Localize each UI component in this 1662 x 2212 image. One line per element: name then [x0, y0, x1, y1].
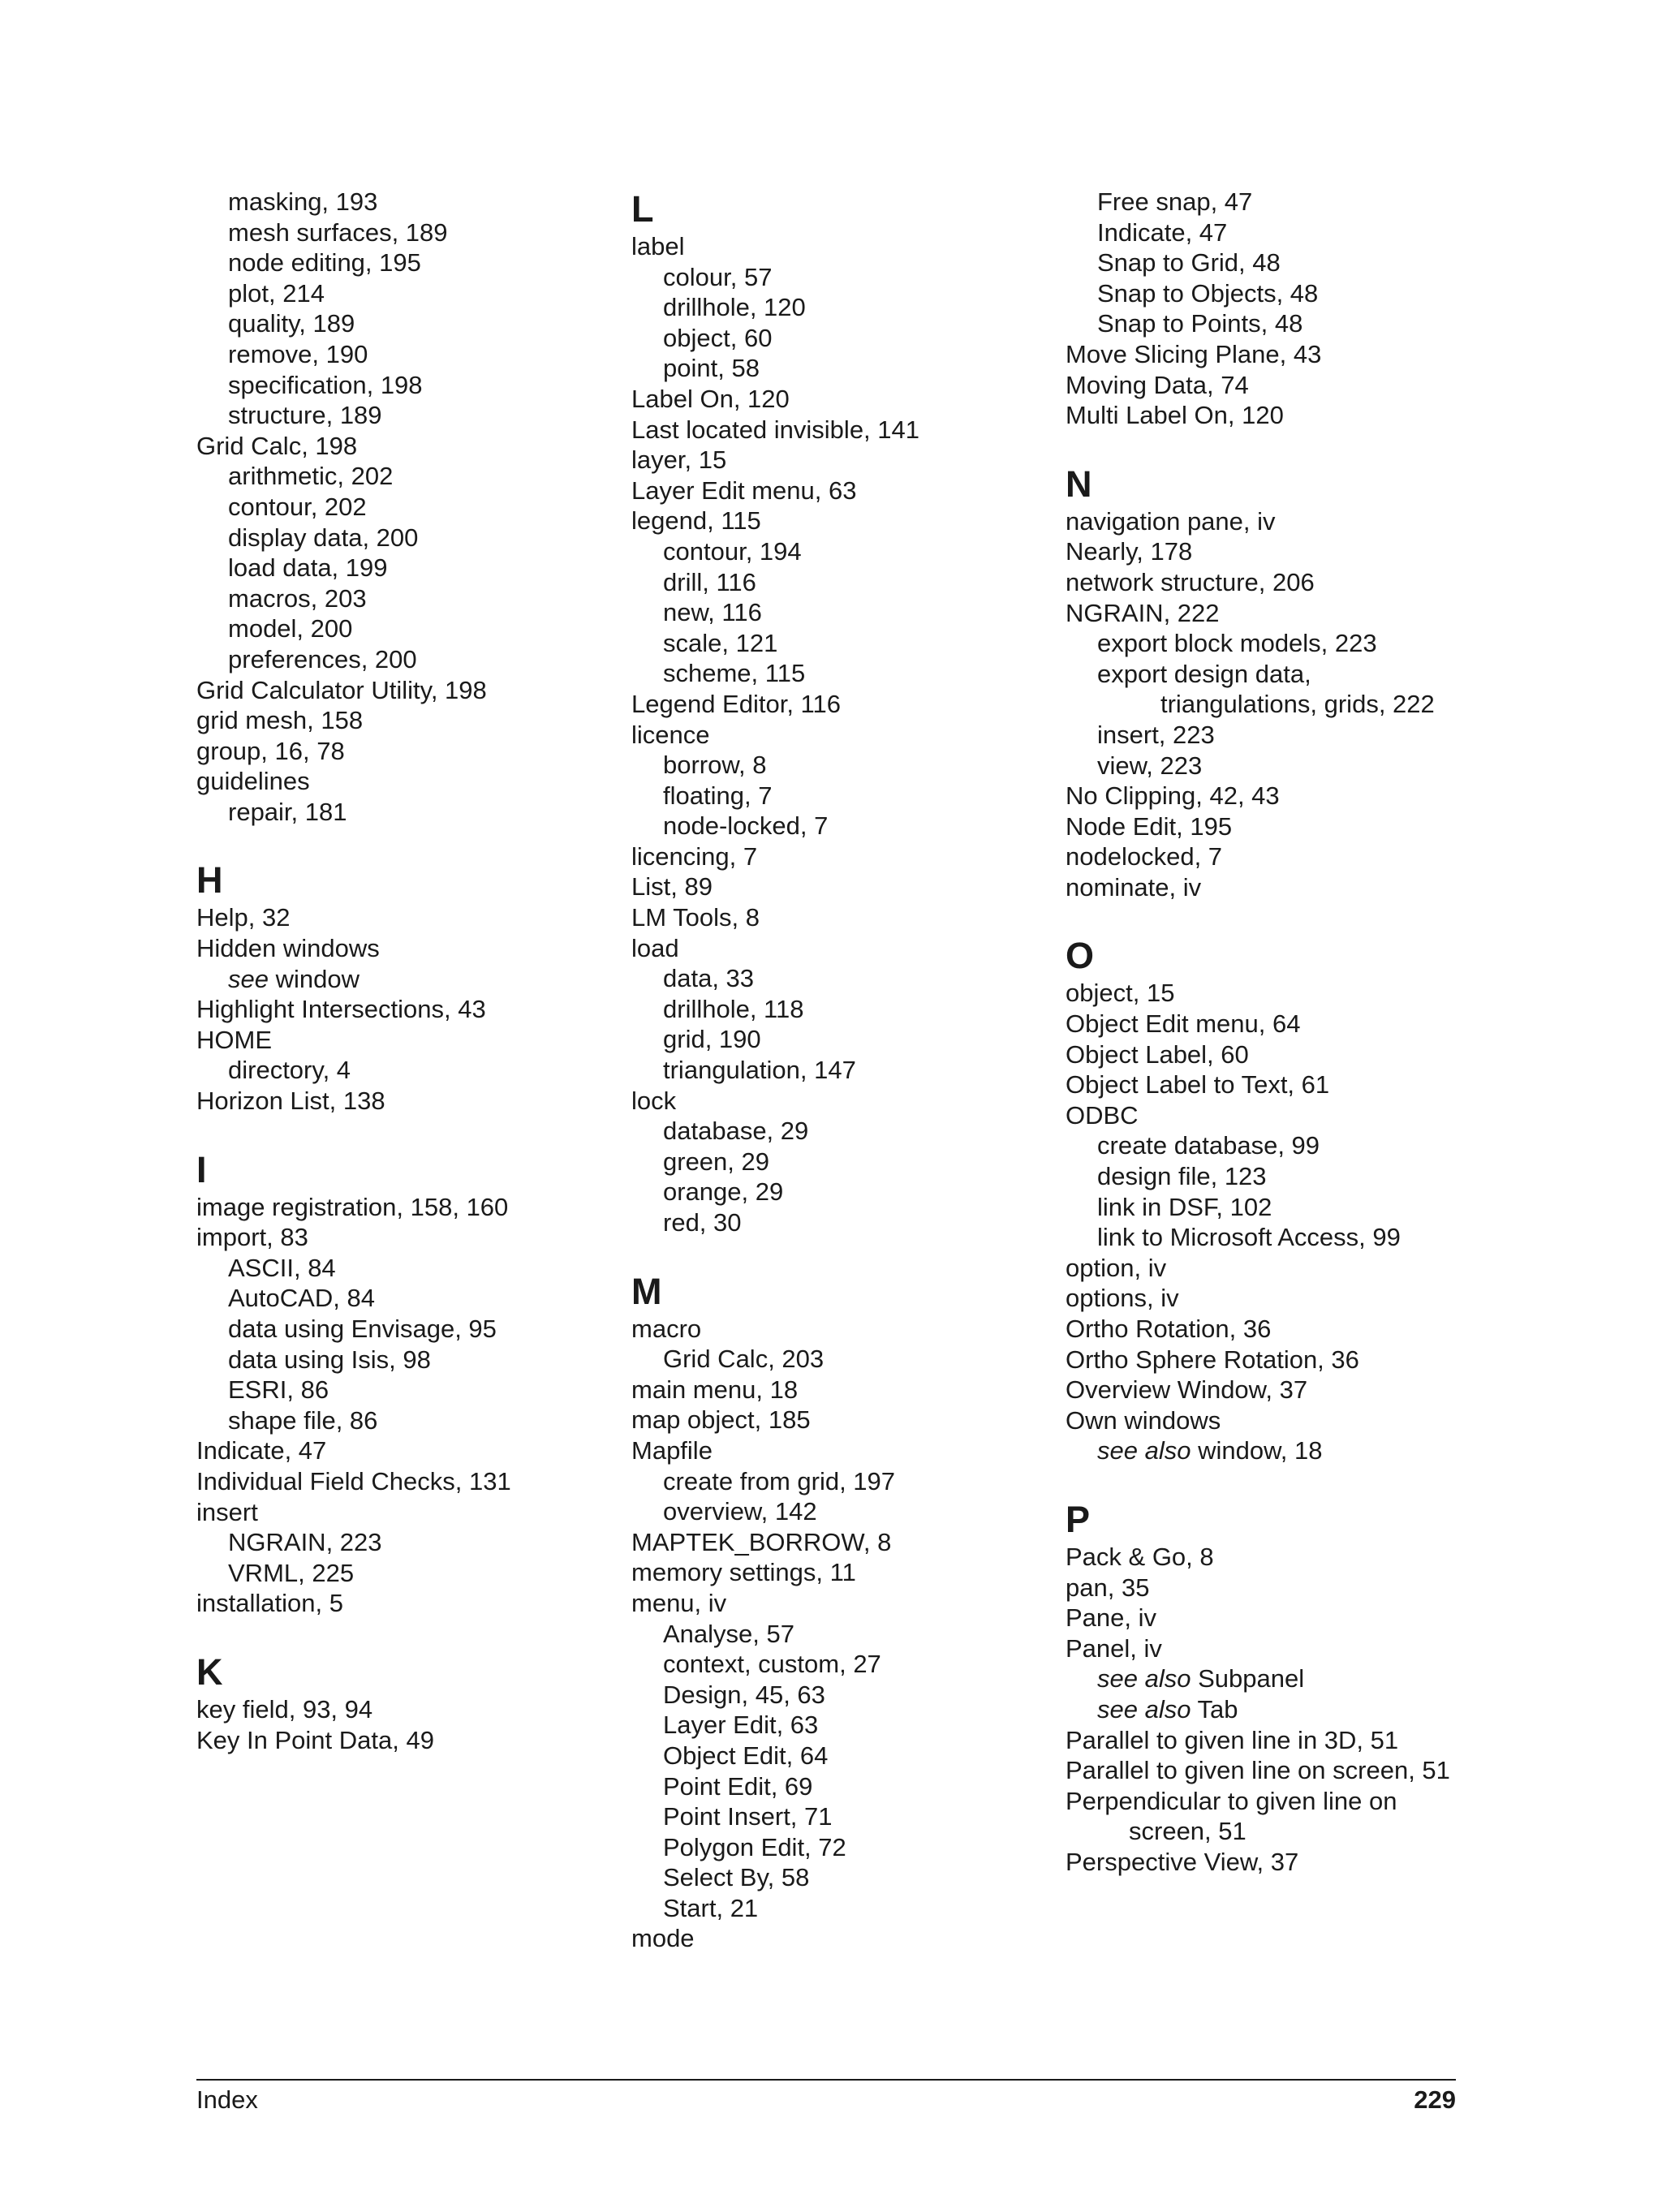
index-entry: Ortho Rotation, 36	[1066, 1315, 1272, 1343]
see-reference-target: Subpanel	[1191, 1664, 1305, 1693]
index-entry: Start, 21	[663, 1893, 759, 1922]
index-entry: insert	[196, 1497, 258, 1526]
index-entry: Object Edit, 64	[663, 1741, 829, 1770]
index-entry: image registration, 158, 160	[196, 1192, 509, 1221]
index-entry: navigation pane, iv	[1066, 506, 1276, 536]
index-entry: display data, 200	[228, 523, 419, 552]
index-entry: Individual Field Checks, 131	[196, 1466, 511, 1495]
index-entry: Nearly, 178	[1066, 537, 1193, 566]
index-entry: ODBC	[1066, 1100, 1139, 1130]
index-entry: MAPTEK_BORROW, 8	[631, 1527, 892, 1556]
index-entry: Help, 32	[196, 903, 291, 932]
see-reference-target: Tab	[1191, 1694, 1238, 1724]
index-entry: node-locked, 7	[663, 811, 829, 841]
index-entry: group, 16, 78	[196, 736, 345, 765]
index-entry: Design, 45, 63	[663, 1680, 825, 1709]
index-entry: map object, 185	[631, 1405, 811, 1435]
index-entry: Grid Calc, 198	[196, 431, 358, 460]
index-entry: object, 60	[663, 323, 773, 352]
index-entry	[1066, 1663, 1504, 1694]
index-entry: export design data,	[1097, 659, 1311, 688]
index-entry: nodelocked, 7	[1066, 842, 1223, 871]
index-entry: Own windows	[1066, 1405, 1221, 1435]
index-entry: data, 33	[663, 964, 755, 993]
index-entry: Hidden windows	[196, 934, 380, 963]
footer-section-label: Index	[196, 2085, 258, 2114]
footer-rule	[196, 2079, 1456, 2081]
index-letter-heading: I	[196, 1148, 207, 1190]
index-entry: Last located invisible, 141	[631, 415, 920, 444]
index-entry: contour, 194	[663, 536, 802, 566]
index-entry: import, 83	[196, 1223, 308, 1252]
index-entry: Grid Calculator Utility, 198	[196, 675, 487, 704]
index-entry: mesh surfaces, 189	[228, 217, 448, 247]
index-entry: borrow, 8	[663, 751, 767, 780]
index-entry: Point Insert, 71	[663, 1802, 833, 1831]
index-entry: colour, 57	[663, 262, 773, 291]
index-entry: preferences, 200	[228, 644, 417, 673]
index-entry: quality, 189	[228, 309, 355, 338]
index-entry: ESRI, 86	[228, 1375, 329, 1405]
index-entry: drillhole, 118	[663, 994, 804, 1023]
index-entry: view, 223	[1097, 751, 1203, 780]
index-entry: Overview Window, 37	[1066, 1375, 1308, 1405]
index-entry: label	[631, 232, 685, 260]
index-entry: pan, 35	[1066, 1573, 1150, 1602]
index-entry: option, iv	[1066, 1253, 1167, 1282]
index-entry: licence	[631, 720, 710, 749]
see-reference-target: window	[268, 964, 360, 993]
index-entry: Pane, iv	[1066, 1603, 1157, 1633]
index-entry: NGRAIN, 223	[228, 1528, 382, 1557]
index-entry: context, custom, 27	[663, 1650, 881, 1679]
index-entry: floating, 7	[663, 781, 773, 810]
index-entry: Label On, 120	[631, 384, 790, 413]
index-entry: ASCII, 84	[228, 1253, 336, 1282]
see-reference-label: see also	[1097, 1694, 1191, 1724]
index-entry: installation, 5	[196, 1589, 343, 1618]
index-entry: AutoCAD, 84	[228, 1284, 375, 1313]
index-entry: Indicate, 47	[196, 1436, 327, 1465]
index-entry	[1066, 1435, 1504, 1466]
index-entry: main menu, 18	[631, 1375, 799, 1404]
index-entry: menu, iv	[631, 1588, 727, 1617]
index-entry: Pack & Go, 8	[1066, 1542, 1214, 1571]
index-entry: create database, 99	[1097, 1131, 1320, 1160]
index-entry: grid mesh, 158	[196, 706, 364, 735]
index-entry: load	[631, 933, 679, 962]
index-entry: licencing, 7	[631, 841, 758, 871]
index-column-1	[196, 187, 635, 1755]
index-entry: Key In Point Data, 49	[196, 1725, 434, 1754]
index-entry: green, 29	[663, 1147, 769, 1176]
index-entry: arithmetic, 202	[228, 462, 394, 491]
index-entry: memory settings, 11	[631, 1558, 856, 1587]
index-entry: directory, 4	[228, 1056, 351, 1085]
index-entry: drill, 116	[663, 567, 756, 596]
index-entry: Indicate, 47	[1097, 217, 1228, 247]
index-column-3	[1066, 187, 1504, 1878]
see-reference-label: see also	[1097, 1664, 1191, 1693]
index-entry: export block models, 223	[1097, 629, 1377, 658]
index-entry: link in DSF, 102	[1097, 1192, 1272, 1221]
index-entry: Parallel to given line on screen, 51	[1066, 1756, 1450, 1785]
index-entry: List, 89	[631, 872, 713, 902]
see-reference-target: window, 18	[1191, 1436, 1323, 1465]
index-entry: object, 15	[1066, 979, 1175, 1008]
index-entry: Polygon Edit, 72	[663, 1832, 846, 1861]
index-entry: shape file, 86	[228, 1405, 378, 1435]
index-entry: Perspective View, 37	[1066, 1847, 1299, 1876]
index-entry: Moving Data, 74	[1066, 370, 1249, 399]
index-entry: data using Isis, 98	[228, 1345, 431, 1374]
index-entry: point, 58	[663, 354, 760, 383]
index-entry: Snap to Grid, 48	[1097, 248, 1281, 278]
index-entry: key field, 93, 94	[196, 1694, 373, 1724]
index-entry: lock	[631, 1086, 677, 1115]
index-entry: LM Tools, 8	[631, 903, 760, 932]
index-letter-heading: O	[1066, 935, 1095, 977]
index-entry: network structure, 206	[1066, 567, 1315, 596]
index-entry: Perpendicular to given line on	[1066, 1786, 1397, 1815]
index-entry: repair, 181	[228, 797, 347, 826]
index-entry: Point Edit, 69	[663, 1771, 813, 1801]
index-entry: specification, 198	[228, 370, 423, 399]
index-entry: Mapfile	[631, 1435, 713, 1465]
index-column-2	[631, 187, 1070, 1954]
index-entry: contour, 202	[228, 492, 367, 521]
index-entry: Highlight Intersections, 43	[196, 995, 486, 1024]
index-entry: NGRAIN, 222	[1066, 598, 1220, 627]
index-entry: insert, 223	[1097, 720, 1215, 749]
index-entry: link to Microsoft Access, 99	[1097, 1223, 1401, 1252]
index-letter-heading: H	[196, 859, 223, 902]
index-entry: design file, 123	[1097, 1162, 1267, 1191]
index-entry: Object Edit menu, 64	[1066, 1009, 1301, 1039]
index-entry: Object Label, 60	[1066, 1039, 1249, 1069]
index-entry: red, 30	[663, 1208, 742, 1237]
index-entry: VRML, 225	[228, 1558, 355, 1587]
index-entry: mode	[631, 1924, 695, 1953]
see-reference-label: see also	[1097, 1436, 1191, 1465]
index-entry: Legend Editor, 116	[631, 689, 841, 718]
index-entry: plot, 214	[228, 278, 325, 308]
index-entry: legend, 115	[631, 506, 761, 536]
index-entry: Free snap, 47	[1097, 187, 1253, 216]
index-entry	[1066, 1694, 1504, 1725]
index-entry: Snap to Objects, 48	[1097, 278, 1319, 308]
index-entry: Node Edit, 195	[1066, 811, 1233, 841]
index-entry: nominate, iv	[1066, 872, 1202, 902]
index-entry: model, 200	[228, 614, 353, 643]
index-entry: load data, 199	[228, 553, 388, 583]
index-entry: triangulation, 147	[663, 1056, 856, 1085]
index-entry: masking, 193	[228, 187, 378, 216]
index-entry: macros, 203	[228, 583, 367, 613]
index-entry: scheme, 115	[663, 659, 806, 688]
index-entry: triangulations, grids, 222	[1160, 690, 1435, 719]
index-entry: scale, 121	[663, 628, 778, 657]
index-entry: Ortho Sphere Rotation, 36	[1066, 1345, 1359, 1374]
index-entry: Analyse, 57	[663, 1619, 794, 1648]
index-entry: Horizon List, 138	[196, 1087, 385, 1116]
index-entry: screen, 51	[1129, 1817, 1246, 1846]
index-entry: database, 29	[663, 1117, 809, 1146]
index-letter-heading: M	[631, 1270, 662, 1312]
index-entry: Select By, 58	[663, 1863, 810, 1892]
index-entry: overview, 142	[663, 1497, 817, 1526]
index-entry: remove, 190	[228, 339, 368, 368]
index-entry: layer, 15	[631, 445, 727, 475]
index-entry: Multi Label On, 120	[1066, 401, 1284, 430]
index-letter-heading: N	[1066, 463, 1092, 505]
index-entry: node editing, 195	[228, 248, 421, 278]
index-entry: macro	[631, 1314, 702, 1343]
index-entry: Layer Edit menu, 63	[631, 476, 857, 505]
index-entry: guidelines	[196, 767, 310, 796]
index-entry: HOME	[196, 1025, 272, 1054]
index-entry: grid, 190	[663, 1025, 761, 1054]
index-letter-heading: P	[1066, 1498, 1091, 1540]
index-entry: options, iv	[1066, 1284, 1179, 1313]
index-entry: Parallel to given line in 3D, 51	[1066, 1725, 1399, 1754]
index-entry: Object Label to Text, 61	[1066, 1070, 1330, 1100]
index-entry: new, 116	[663, 598, 762, 627]
footer-page-number: 229	[1414, 2085, 1456, 2114]
index-entry: Layer Edit, 63	[663, 1711, 819, 1740]
index-entry: structure, 189	[228, 401, 382, 430]
index-entry: Panel, iv	[1066, 1633, 1162, 1663]
index-letter-heading: L	[631, 188, 654, 230]
see-reference-label: see	[228, 964, 269, 993]
index-entry: orange, 29	[663, 1177, 784, 1207]
index-entry: drillhole, 120	[663, 293, 806, 322]
index-entry: data using Envisage, 95	[228, 1315, 497, 1343]
index-entry: No Clipping, 42, 43	[1066, 781, 1280, 811]
index-entry: Grid Calc, 203	[663, 1345, 825, 1374]
index-entry: Move Slicing Plane, 43	[1066, 339, 1322, 368]
index-entry: Snap to Points, 48	[1097, 309, 1303, 338]
index-entry: create from grid, 197	[663, 1466, 896, 1495]
index-letter-heading: K	[196, 1650, 223, 1693]
index-entry	[196, 964, 635, 995]
